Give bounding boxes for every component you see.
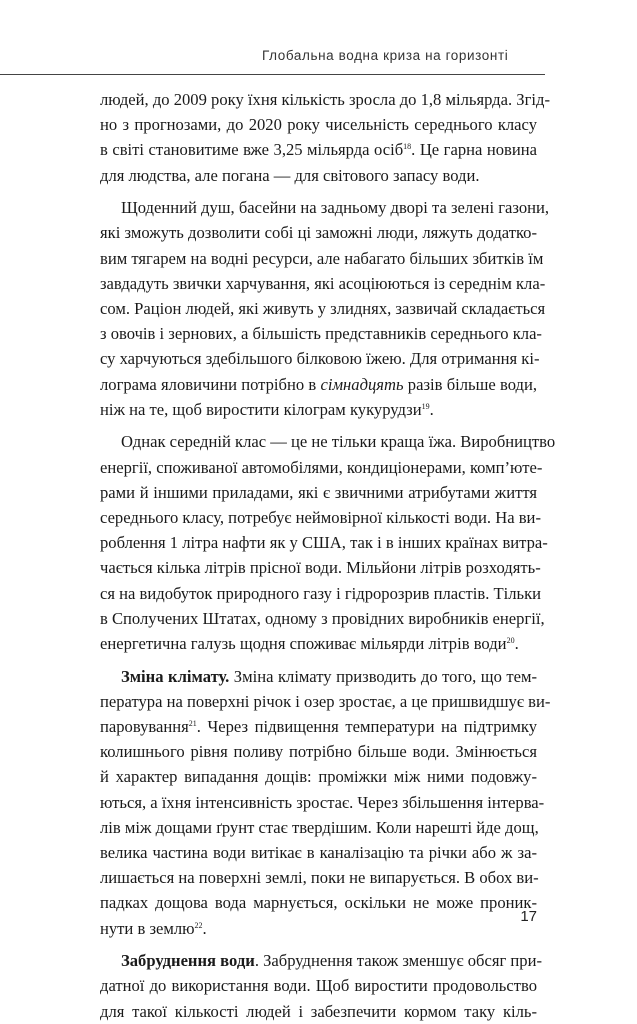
text-line: енергії, споживаної автомобілями, кондиціонерами, комп’юте-: [100, 457, 543, 477]
footnote-ref: 19: [421, 401, 430, 411]
text-line: в Сполучених Штатах, одному з провідних виробників енергії,: [100, 608, 545, 628]
text-line: паровування$^{21}$. Через підвищення температури на підтримку: [100, 717, 537, 736]
text-line: велика частина води витікає в каналізацію та річки або ж за-: [100, 842, 537, 862]
text-line: рами й іншими приладами, які є звичними атрибутами життя: [100, 482, 537, 502]
footnote-ref: 18: [403, 142, 412, 152]
running-head: Глобальна водна криза на горизонті: [262, 48, 509, 63]
text-line: сом. Раціон людей, які живуть у злиднях, зазвичай складається: [100, 299, 546, 318]
text-line: Щоденний душ, басейни на задньому дворі та зелені газони,: [121, 198, 550, 218]
text-line: пература на поверхні річок і озер зростає, а це пришвидшує ви-: [100, 691, 551, 711]
bold-run: Зміна клімату.: [121, 666, 230, 686]
text-line: ніж на те, щоб виростити кілограм кукурудзи$^{19}$.: [100, 399, 434, 419]
text-line: лів між дощами ґрунт стає твердішим. Коли нарешті йде дощ,: [100, 817, 539, 837]
text-line: ються, а їхня інтенсивність зростає. Через збільшення інтерва-: [100, 792, 545, 812]
footnote-ref: 21: [188, 719, 197, 728]
text-line: падках дощова вода марнується, оскільки не може проник-: [100, 893, 537, 913]
text-line: датної до використання води. Щоб виростити продовольство: [100, 976, 537, 996]
text-line: но з прогнозами, до 2020 року чисельність середнього класу: [100, 115, 537, 135]
page-number: 17: [520, 908, 537, 925]
bold-run: Забруднення води: [121, 951, 255, 971]
text-line: роблення 1 літра нафти як у США, так і в інших країнах витра-: [100, 533, 548, 553]
text-line: Забруднення води. Забруднення також зменшує обсяг при-: [121, 951, 543, 971]
body-text: [100, 87, 556, 1024]
paragraph: [100, 664, 551, 941]
paragraph: [100, 87, 550, 188]
header-rule: [0, 74, 545, 75]
text-line: колишнього рівня поливу потрібно більше води. Змінюється: [100, 742, 537, 762]
text-line: й характер випадання дощів: проміжки між ними подовжу-: [100, 767, 537, 787]
text-line: Зміна клімату. Зміна клімату призводить до того, що тем-: [121, 666, 538, 686]
text-line: лишається на поверхні землі, поки не випарується. В обох ви-: [100, 868, 539, 888]
text-line: лограма яловичини потрібно в сімнадцять разів більше води,: [100, 374, 537, 394]
italic-run: сімнадцять: [320, 374, 404, 394]
text-line: для такої кількості людей і забезпечити кормом таку кіль-: [100, 1001, 537, 1021]
text-line: енергетична галузь щодня споживає мільярди літрів води$^{20}$.: [100, 633, 519, 653]
footnote-ref: 20: [506, 635, 515, 645]
text-line: середнього класу, потребує неймовірної кількості води. На ви-: [100, 508, 541, 527]
paragraph: [100, 429, 556, 656]
text-line: чається кілька літрів прісної води. Мільйони літрів розходять-: [100, 558, 541, 578]
text-line: ся на видобуток природного газу і гідророзрив пластів. Тільки: [100, 583, 542, 603]
footnote-ref: 22: [194, 920, 203, 930]
text-line: які зможуть дозволити собі ці заможні люди, ляжуть додатко-: [100, 223, 537, 243]
paragraph: [100, 195, 550, 422]
text-line: Однак середній клас — це не тільки краща їжа. Виробництво: [121, 432, 556, 452]
text-line: су харчуються здебільшого білковою їжею. Для отримання кі-: [100, 349, 540, 369]
text-line: людей, до 2009 року їхня кількість зросла до 1,8 мільярда. Згід-: [100, 90, 550, 109]
paragraph: [100, 948, 543, 1024]
text-line: нути в землю$^{22}$.: [100, 918, 207, 938]
text-line: з овочів і зернових, а більшість представників середнього кла-: [100, 324, 542, 344]
text-line: в світі становитиме вже 3,25 мільярда осіб$^{18}$. Це гарна новина: [100, 140, 538, 160]
text-line: завдадуть звички харчування, які асоціюються із середнім кла-: [100, 273, 546, 293]
text-line: вим тягарем на водні ресурси, але набагато більших збитків їм: [100, 248, 544, 268]
text-line: для людства, але погана — для світового запасу води.: [100, 165, 480, 185]
